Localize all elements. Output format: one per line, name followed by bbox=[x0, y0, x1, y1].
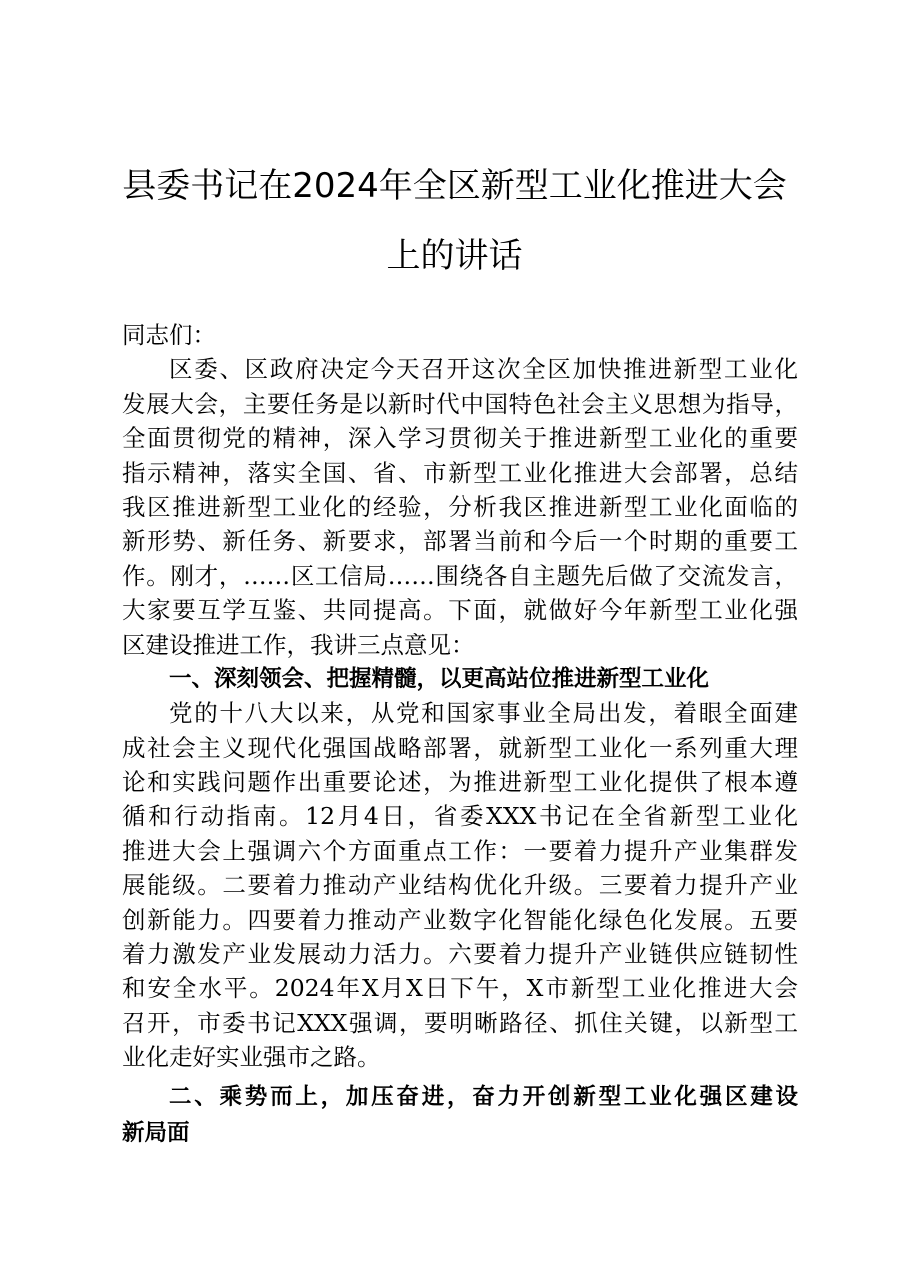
intro-line: 发展大会，主要任务是以新时代中国特色社会主义思想为指导， bbox=[122, 389, 798, 418]
section-1-line: 论和实践问题作出重要论述，为推进新型工业化提供了根本遵 bbox=[122, 768, 798, 797]
section-1-line: 成社会主义现代化强国战略部署，就新型工业化一系列重大理 bbox=[122, 733, 798, 762]
intro-line: 我区推进新型工业化的经验，分析我区推进新型工业化面临的 bbox=[122, 492, 798, 521]
section-1-line: 召开，市委书记XXX强调，要明晰路径、抓住关键，以新型工 bbox=[122, 1008, 798, 1037]
document-title bbox=[110, 151, 799, 291]
section-2-heading-line-2: 新局面 bbox=[122, 1119, 190, 1146]
intro-line: 新形势、新任务、新要求，部署当前和今后一个时期的重要工 bbox=[122, 527, 798, 556]
section-1-line: 展能级。二要着力推动产业结构优化升级。三要着力提升产业 bbox=[122, 871, 798, 900]
section-1-line: 着力激发产业发展动力活力。六要着力提升产业链供应链韧性 bbox=[122, 940, 798, 969]
intro-line: 全面贯彻党的精神，深入学习贯彻关于推进新型工业化的重要 bbox=[122, 424, 798, 453]
section-1-line: 创新能力。四要着力推动产业数字化智能化绿色化发展。五要 bbox=[122, 905, 798, 934]
intro-line: 区委、区政府决定今天召开这次全区加快推进新型工业化 bbox=[169, 355, 798, 384]
section-2-heading-line-1: 二、乘势而上，加压奋进，奋力开创新型工业化强区建设 bbox=[169, 1083, 798, 1110]
section-1-line: 和安全水平。2024年X月X日下午，X市新型工业化推进大会 bbox=[122, 974, 798, 1003]
section-1-line: 党的十八大以来，从党和国家事业全局出发，着眼全面建 bbox=[169, 699, 798, 728]
title-line-2: 上的讲话 bbox=[386, 236, 523, 276]
section-1-line: 推进大会上强调六个方面重点工作：一要着力提升产业集群发 bbox=[122, 836, 798, 865]
salutation: 同志们： bbox=[122, 321, 216, 349]
intro-line: 作。刚才，……区工信局……围绕各自主题先后做了交流发言， bbox=[122, 561, 798, 590]
intro-line: 区建设推进工作，我讲三点意见： bbox=[122, 630, 475, 659]
intro-line: 指示精神，落实全国、省、市新型工业化推进大会部署，总结 bbox=[122, 458, 798, 487]
section-1-line: 业化走好实业强市之路。 bbox=[122, 1043, 381, 1072]
section-1-heading: 一、深刻领会、把握精髓，以更高站位推进新型工业化 bbox=[169, 665, 710, 692]
intro-line: 大家要互学互鉴、共同提高。下面，就做好今年新型工业化强 bbox=[122, 596, 798, 625]
section-1-line: 循和行动指南。12月4日，省委XXX书记在全省新型工业化 bbox=[122, 802, 798, 831]
document-body bbox=[122, 318, 798, 1151]
title-line-1: 县委书记在2024年全区新型工业化推进大会 bbox=[122, 166, 787, 206]
